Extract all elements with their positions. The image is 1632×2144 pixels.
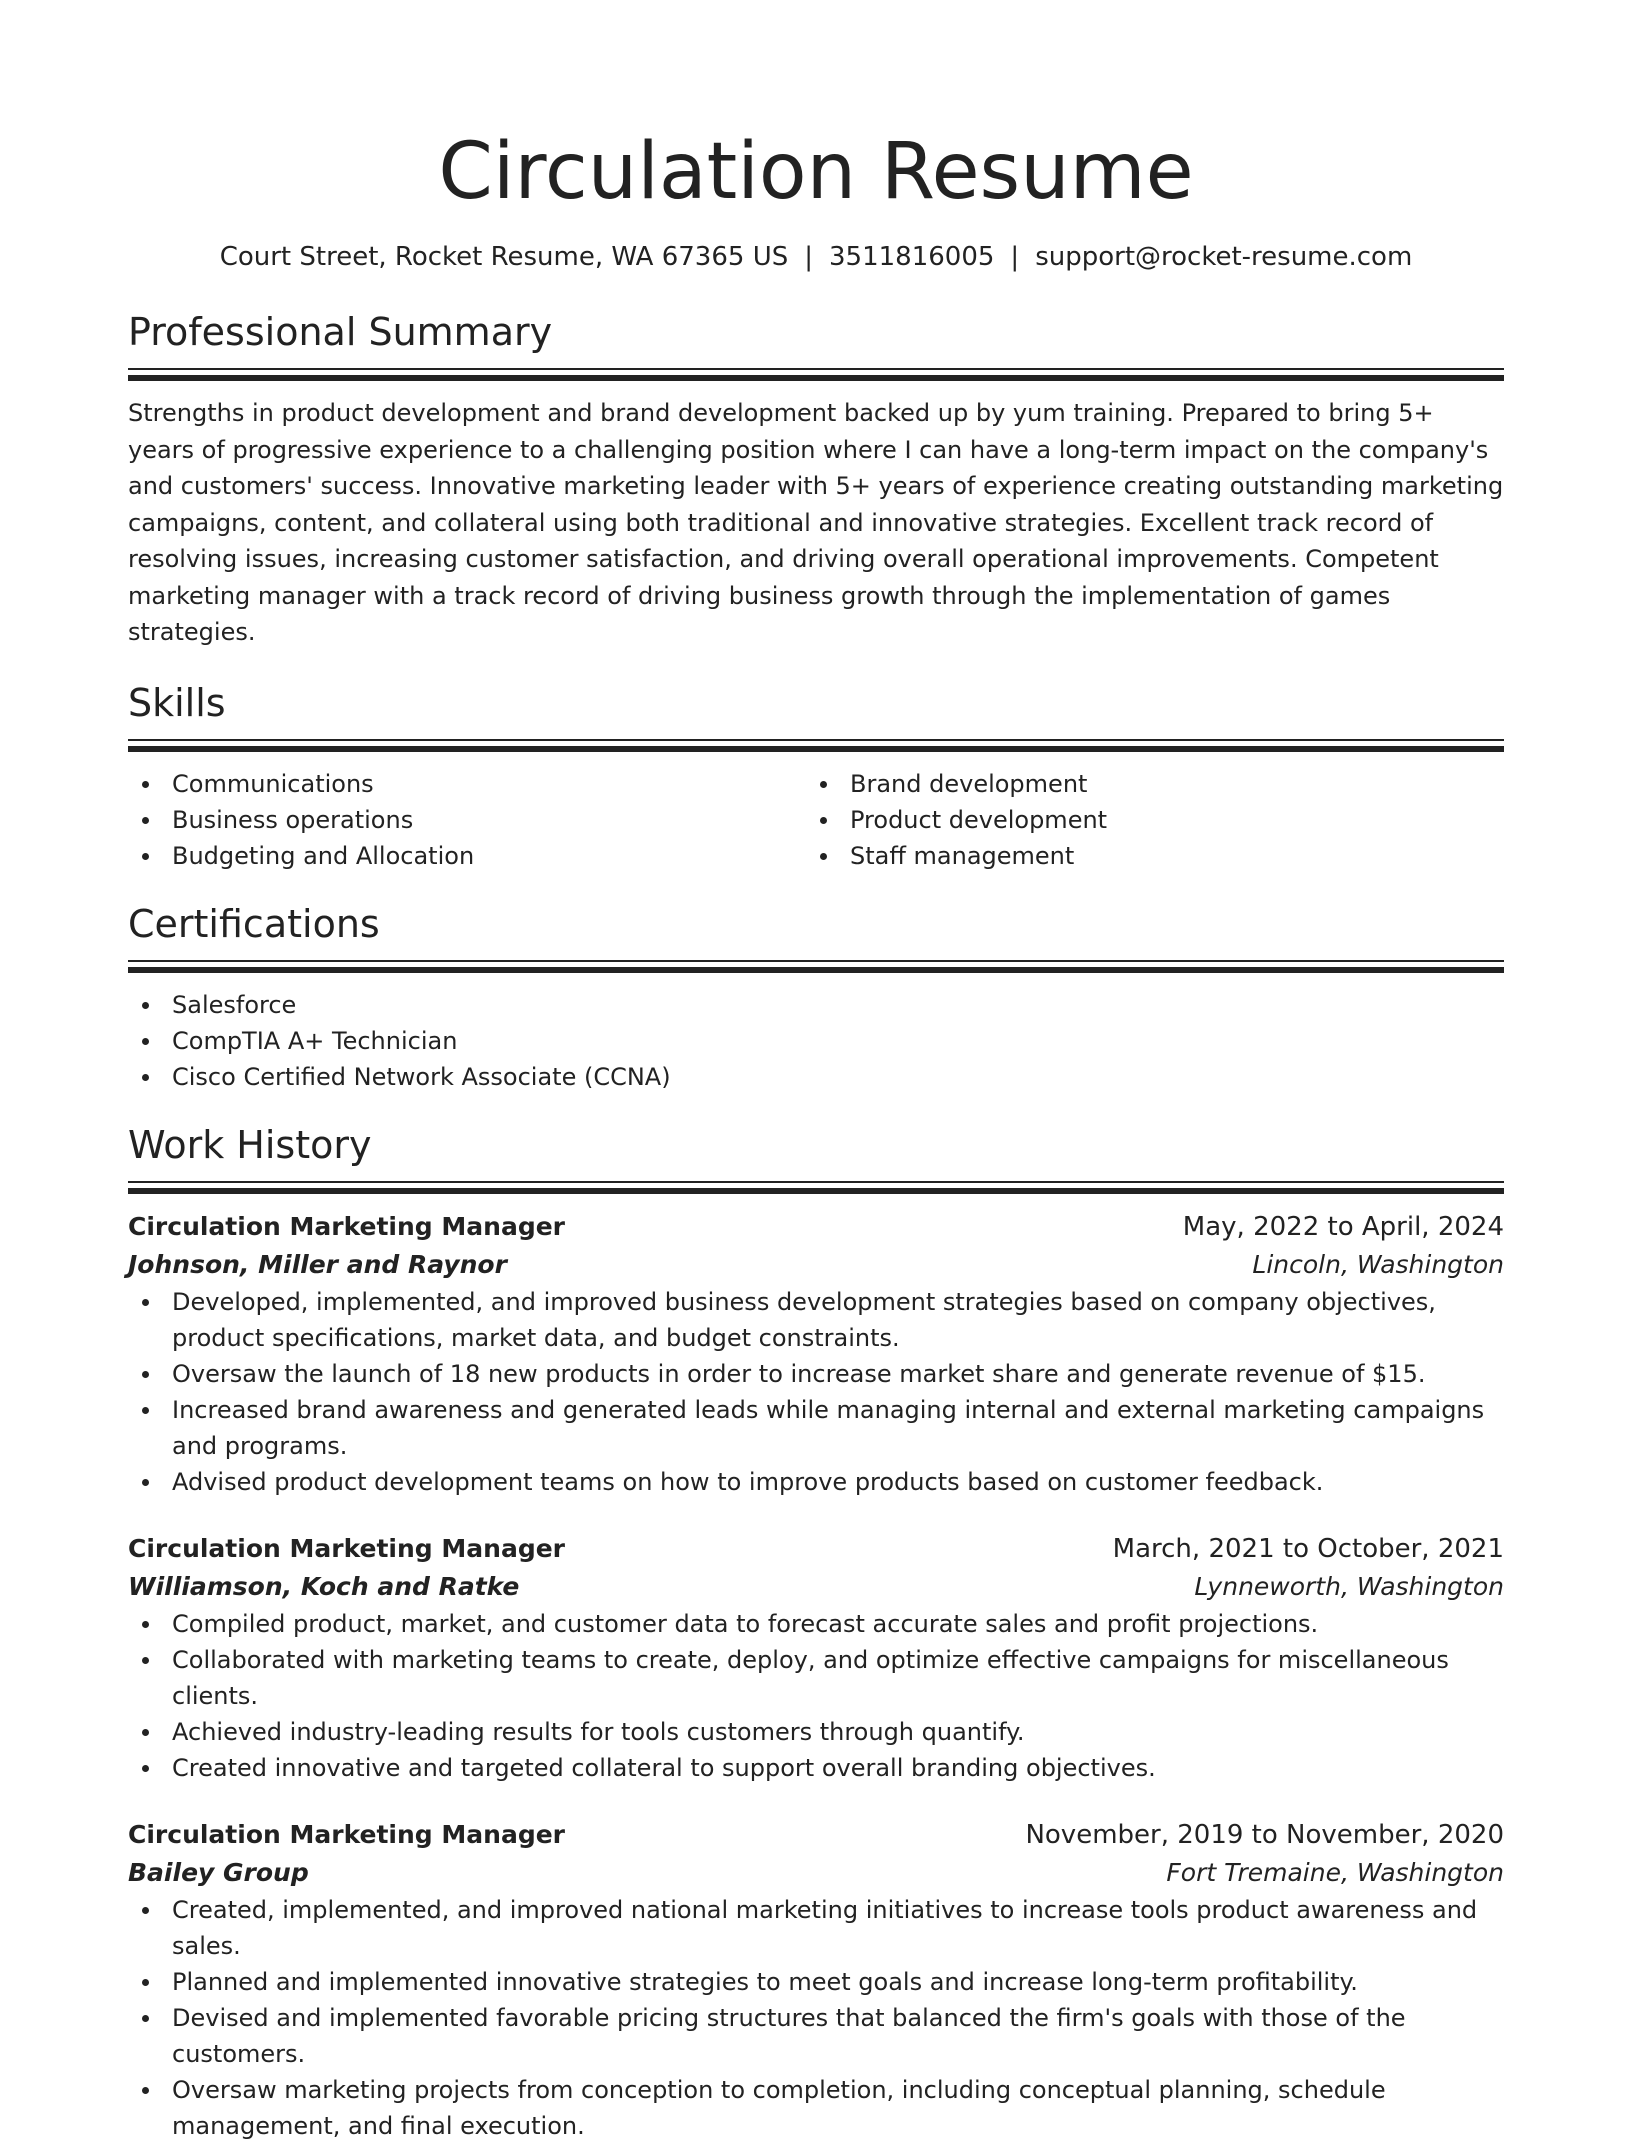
job-bullet: Compiled product, market, and customer data to forecast accurate sales and profit projections.: [128, 1606, 1504, 1642]
section-divider: [128, 368, 1504, 381]
job-company: Williamson, Koch and Ratke: [128, 1571, 520, 1601]
job-bullet: Oversaw the launch of 18 new products in order to increase market share and generate revenue of $15.: [128, 1356, 1504, 1392]
job-entry: [128, 1530, 1504, 1786]
skills-section: [128, 679, 1504, 874]
job-bullets: [128, 1606, 1504, 1786]
certification-item: Cisco Certified Network Associate (CCNA): [128, 1059, 1504, 1095]
contact-email: support@rocket-resume.com: [1035, 242, 1413, 272]
job-subheader: [128, 1854, 1504, 1892]
job-header: [128, 1208, 1504, 1246]
job-bullet: Increased brand awareness and generated leads while managing internal and external marketing campaigns and programs.: [128, 1392, 1504, 1464]
contact-phone: 3511816005: [829, 242, 995, 272]
job-dates: November, 2019 to November, 2020: [1025, 1819, 1504, 1850]
job-entry: [128, 1208, 1504, 1500]
job-bullets: [128, 1284, 1504, 1500]
job-location: Fort Tremaine, Washington: [1166, 1857, 1504, 1887]
contact-line: [128, 240, 1504, 274]
section-title-work-history: Work History: [128, 1122, 372, 1167]
summary-section: [128, 308, 1504, 651]
section-title-summary: Professional Summary: [128, 310, 553, 354]
job-bullet: Planned and implemented innovative strategies to meet goals and increase long-term profitability.: [128, 1964, 1504, 2000]
section-divider: [128, 960, 1504, 973]
job-bullet: Devised and implemented favorable pricing structures that balanced the firm's goals with those of the customers.: [128, 2000, 1504, 2072]
job-dates: March, 2021 to October, 2021: [1112, 1533, 1504, 1564]
job-entry: [128, 1816, 1504, 2144]
certification-item: CompTIA A+ Technician: [128, 1023, 1504, 1059]
work-history-section: [128, 1121, 1504, 2144]
job-title: Circulation Marketing Manager: [128, 1211, 565, 1241]
job-company: Bailey Group: [128, 1857, 309, 1887]
job-bullets: [128, 1892, 1504, 2144]
skill-item: Staff management: [806, 838, 1484, 874]
certification-item: Salesforce: [128, 987, 1504, 1023]
resume-title: Circulation Resume: [438, 127, 1194, 217]
section-title-certifications: Certifications: [128, 901, 380, 946]
certifications-section: [128, 900, 1504, 1095]
job-header: [128, 1530, 1504, 1568]
contact-separator: |: [1010, 242, 1020, 272]
job-title: Circulation Marketing Manager: [128, 1819, 565, 1849]
job-bullet: Created innovative and targeted collateral to support overall branding objectives.: [128, 1750, 1504, 1786]
skill-item: Business operations: [128, 802, 806, 838]
skill-item: Communications: [128, 766, 806, 802]
section-divider: [128, 1181, 1504, 1194]
contact-address: Court Street, Rocket Resume, WA 67365 US: [219, 242, 789, 272]
job-header: [128, 1816, 1504, 1854]
job-subheader: [128, 1246, 1504, 1284]
job-company: Johnson, Miller and Raynor: [128, 1249, 507, 1279]
skills-grid: [128, 766, 1504, 874]
job-location: Lincoln, Washington: [1252, 1249, 1504, 1279]
summary-text: Strengths in product development and brand development backed up by yum training. Prepared to bring 5+ years of progressive experience to a challenging position where I can have a long-term impact on the company's and customers' success. Innovative marketing leader with 5+ years of experience creating outstanding marketing campaigns, content, and collateral using both traditional and innovative strategies. Excellent track record of resolving issues, increasing customer satisfaction, and driving overall operational improvements. Competent marketing manager with a track record of driving business growth through the implementation of games strategies.: [128, 399, 1504, 646]
job-subheader: [128, 1568, 1504, 1606]
skill-item: Product development: [806, 802, 1484, 838]
job-bullet: Advised product development teams on how to improve products based on customer feedback.: [128, 1464, 1504, 1500]
job-bullet: Created, implemented, and improved national marketing initiatives to increase tools product awareness and sales.: [128, 1892, 1504, 1964]
skills-column-right: [806, 766, 1484, 874]
skills-column-left: [128, 766, 806, 874]
job-title: Circulation Marketing Manager: [128, 1533, 565, 1563]
job-dates: May, 2022 to April, 2024: [1182, 1211, 1504, 1242]
certifications-list: [128, 987, 1504, 1095]
job-bullet: Developed, implemented, and improved business development strategies based on company objectives, product specifications, market data, and budget constraints.: [128, 1284, 1504, 1356]
job-location: Lynneworth, Washington: [1194, 1571, 1504, 1601]
job-bullet: Achieved industry-leading results for tools customers through quantify.: [128, 1714, 1504, 1750]
contact-separator: |: [804, 242, 813, 272]
skill-item: Budgeting and Allocation: [128, 838, 806, 874]
job-bullet: Collaborated with marketing teams to create, deploy, and optimize effective campaigns for miscellaneous clients.: [128, 1642, 1504, 1714]
section-title-skills: Skills: [128, 680, 226, 725]
job-bullet: Oversaw marketing projects from conception to completion, including conceptual planning, schedule management, and final execution.: [128, 2072, 1504, 2144]
resume-page: [128, 0, 1504, 2144]
skill-item: Brand development: [806, 766, 1484, 802]
section-divider: [128, 739, 1504, 752]
